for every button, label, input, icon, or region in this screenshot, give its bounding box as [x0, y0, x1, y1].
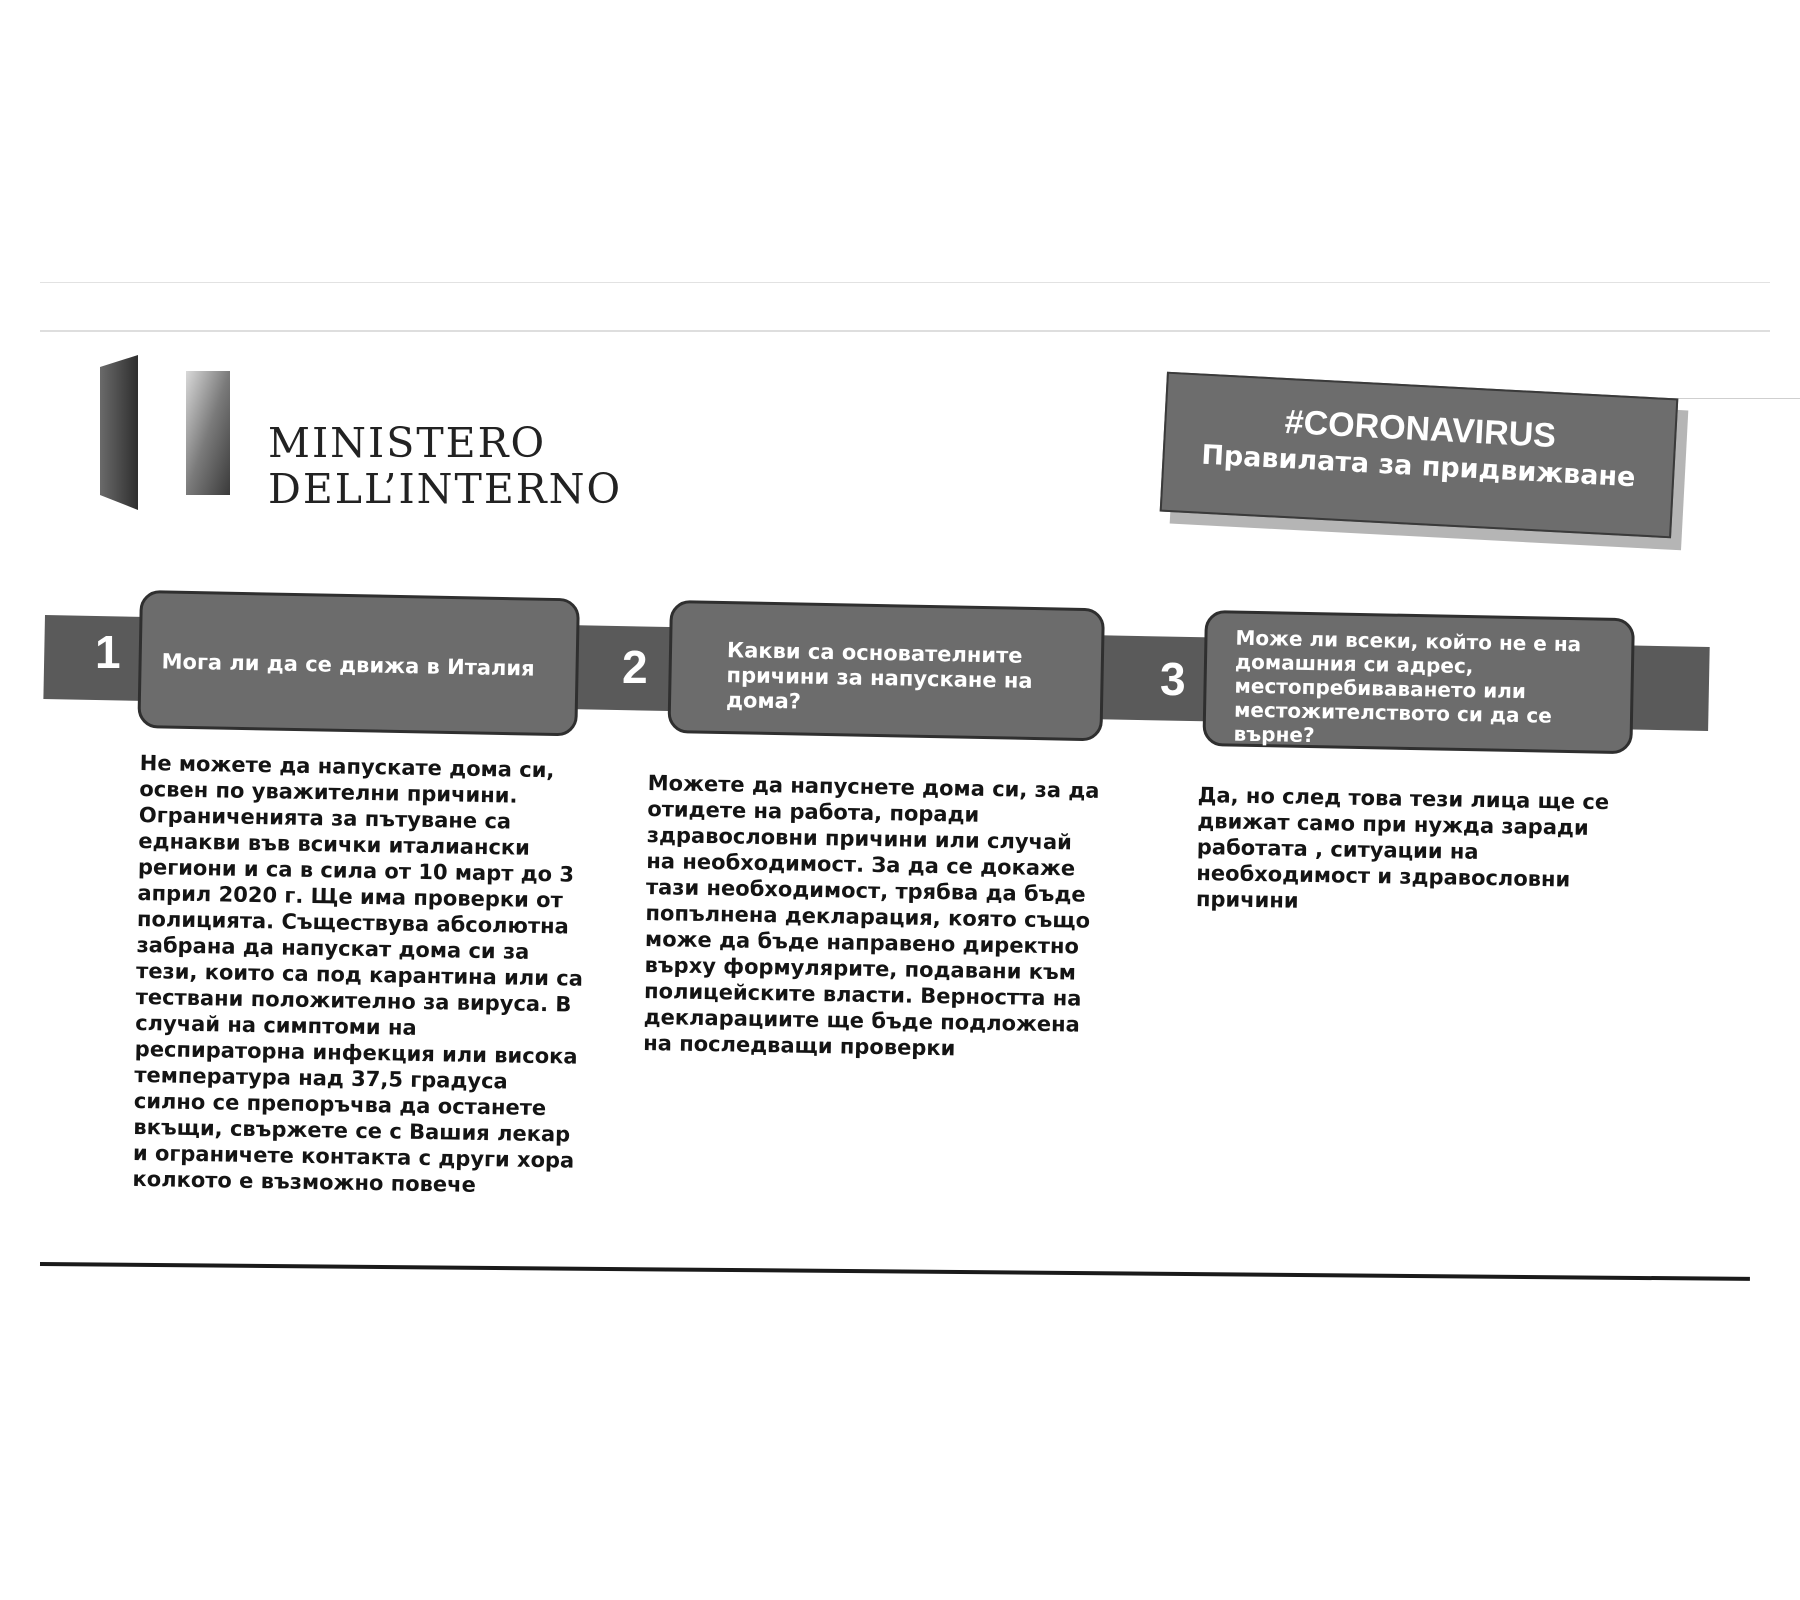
question-text-2: Какви са основателните причини за напускане на дома? — [725, 638, 1033, 714]
tag-subtitle: Правилата за придвижване — [1200, 439, 1637, 494]
hashtag-title: #CORONAVIRUS — [1283, 402, 1557, 456]
answer-text-1: Не можете да напускате дома си, освен по уважителни причини. Ограниченията за пътуване са еднакви във всички италиански региони и са в сила от 10 март до 3 април 2020 г. Ще има проверки от полицията. Съществува абсолютна забрана да напускат дома си за тези, които са под карантина или са тествани положително за вируса. В случай на симптоми на респираторна инфекция или висока температура над 37,5 градуса силно се препоръчва да останете вкъщи, свържете се с Вашия лекар и ограничете контакта с други хора колкото е възможно повече — [132, 750, 584, 1197]
question-box-2 — [667, 600, 1104, 741]
ministry-name — [268, 420, 622, 512]
header-rule — [40, 330, 1770, 332]
coronavirus-tag — [1160, 372, 1679, 539]
answer-text-3: Да, но след това тези лица ще се движат само при нужда заради работата , ситуации на необходимост и здравословни причини — [1195, 782, 1610, 913]
question-box-3 — [1202, 610, 1635, 754]
question-text-1: Мога ли да се движа в Италия — [161, 649, 535, 681]
ministry-logo-icon — [100, 355, 235, 510]
ministry-name-line1: MINISTERO — [268, 419, 547, 467]
step-number-3: 3 — [1160, 653, 1186, 705]
step-number-2: 2 — [622, 641, 648, 693]
top-rule — [40, 282, 1770, 283]
step-number-1: 1 — [95, 626, 121, 678]
bottom-rule — [40, 1262, 1750, 1281]
answer-text-2: Можете да напуснете дома си, за да отидете на работа, поради здравословни причини или случай на необходимост. За да се докаже тази необходимост, трябва да бъде попълнена декларация, която също може да бъде направено директно върху формулярите, подавани към полицейските власти. Верността на декларациите ще бъде подложена на последващи проверки — [643, 770, 1100, 1061]
question-text-3: Може ли всеки, който не е на домашния си адрес, местопребиваването или местожителството си да се върне? — [1233, 625, 1582, 748]
question-box-1 — [137, 590, 580, 736]
ministry-name-line2: DELL’INTERNO — [268, 465, 623, 513]
